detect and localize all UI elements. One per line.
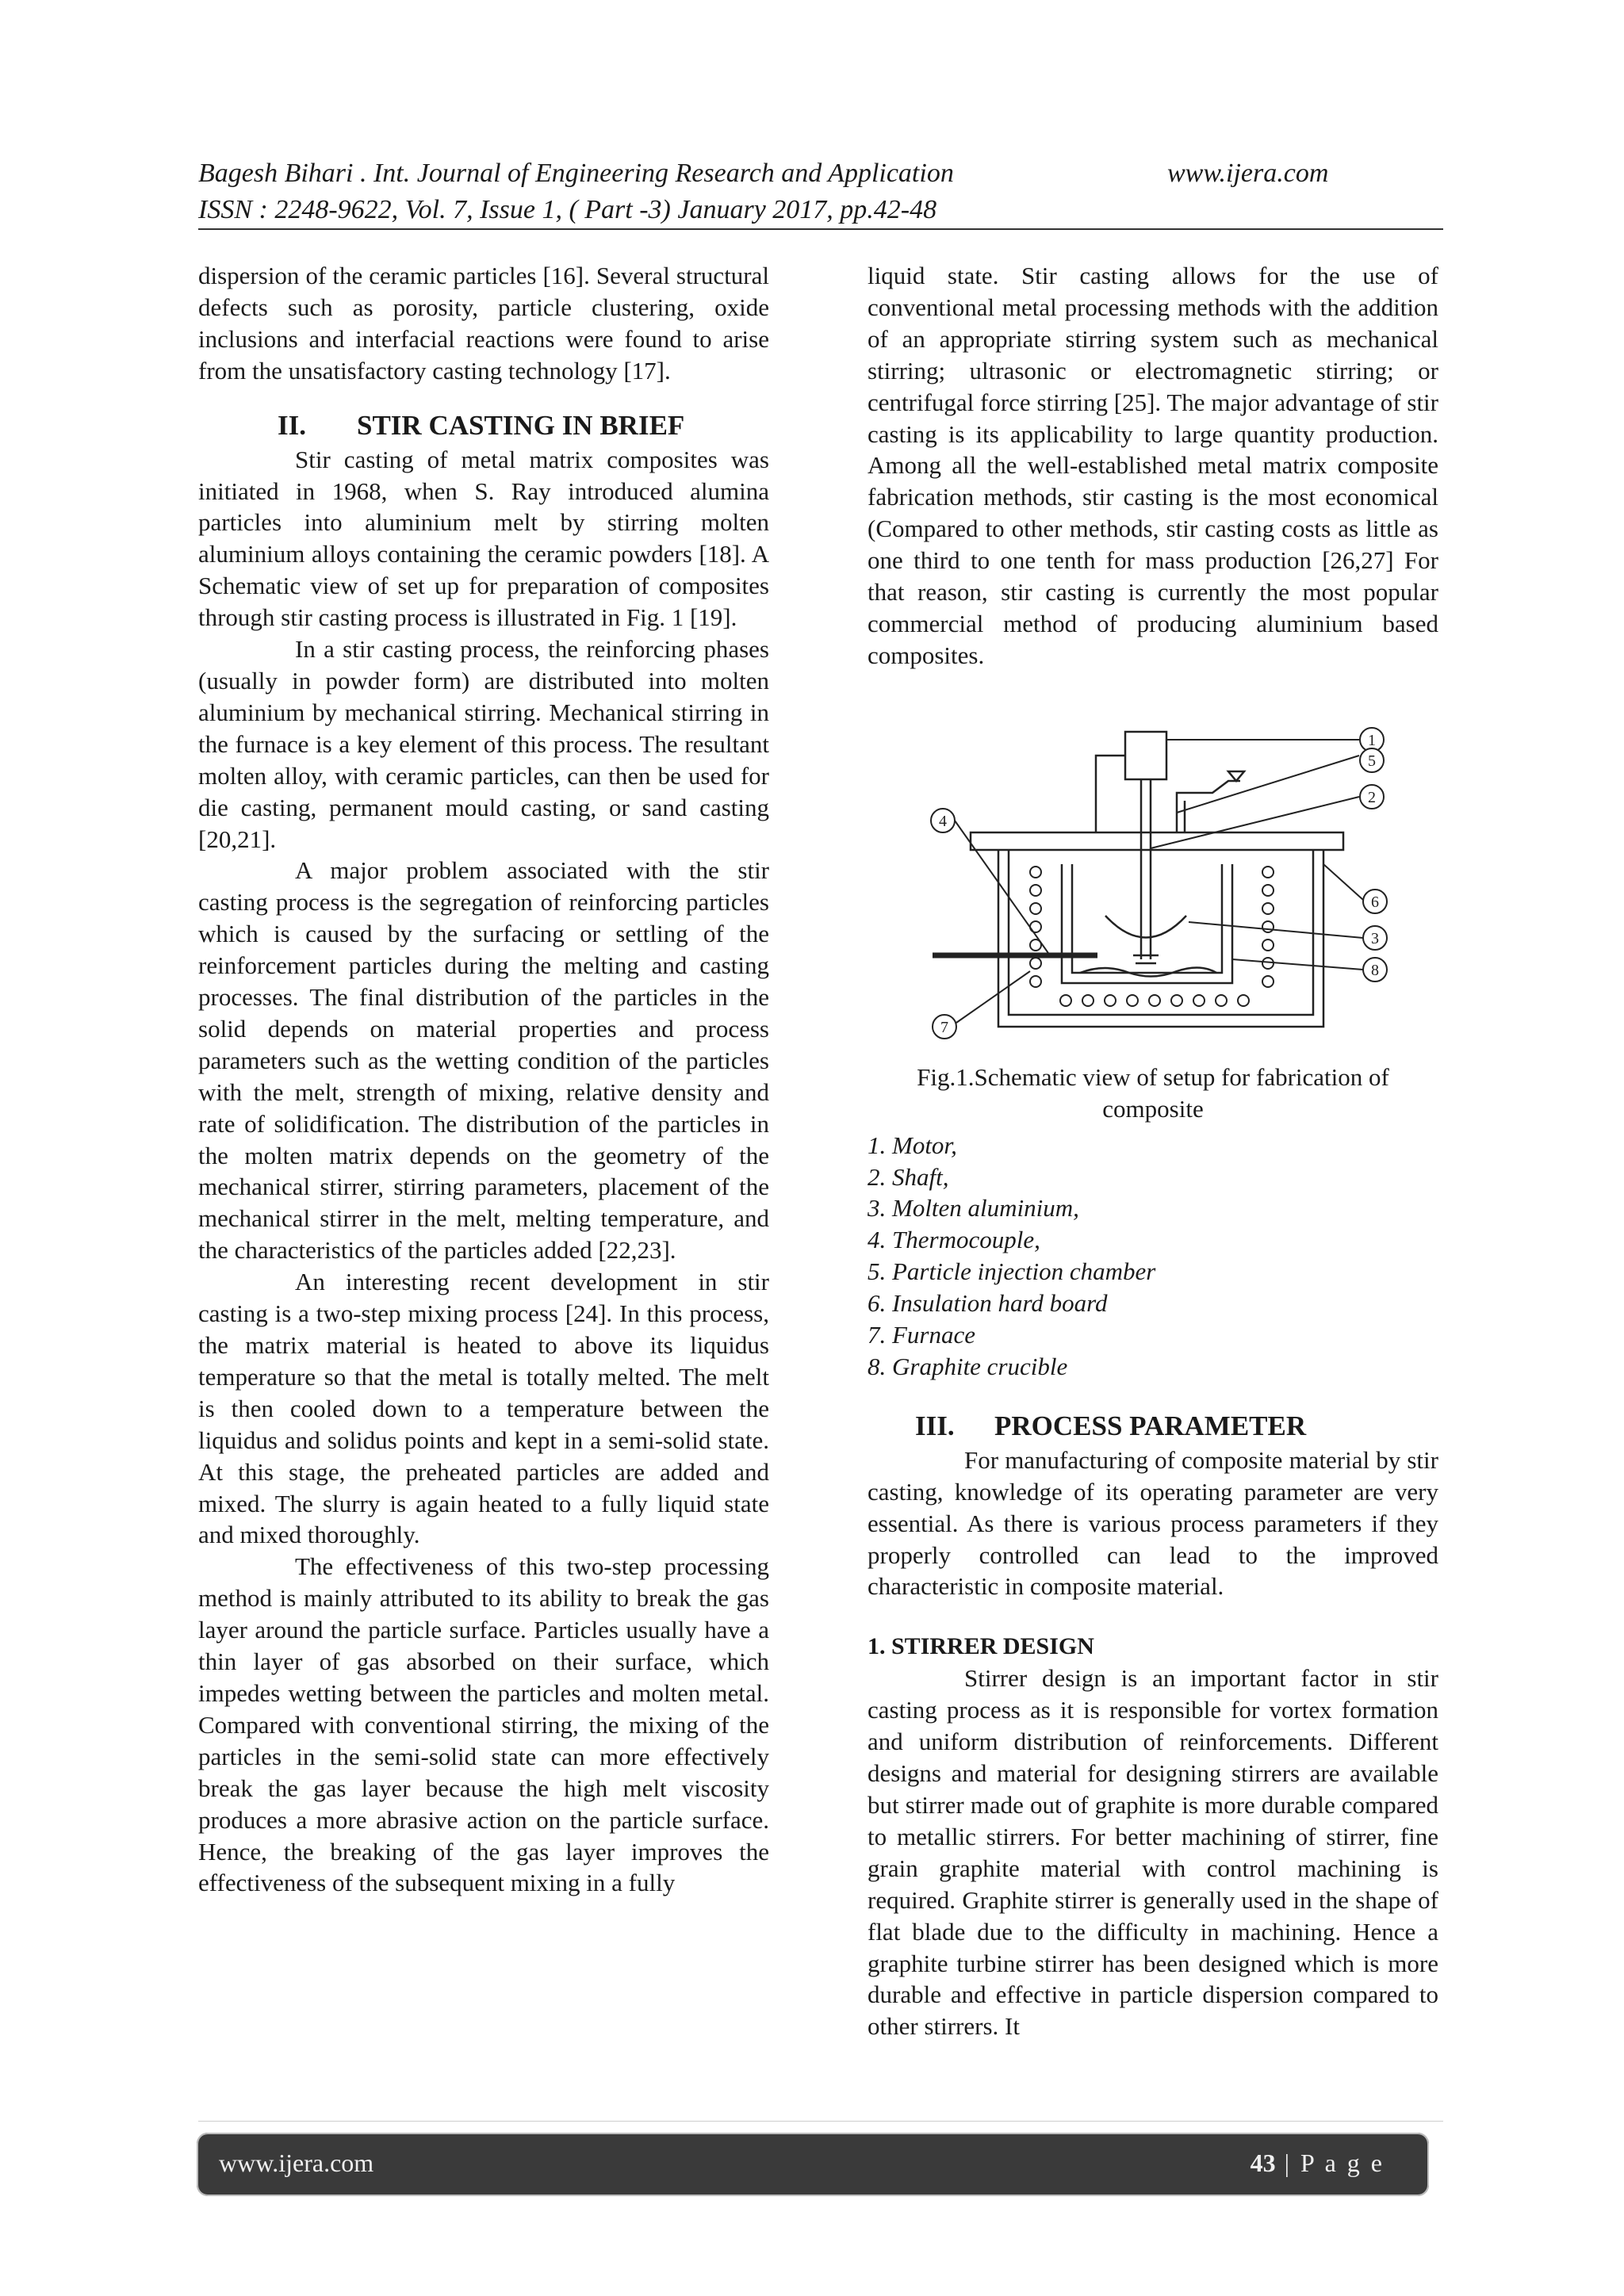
header-rule: [198, 228, 1443, 230]
figure-legend: [868, 1130, 1438, 1383]
left-column: [198, 260, 769, 1899]
journal-title: Bagesh Bihari . Int. Journal of Engineering Research and Application: [198, 159, 954, 188]
paragraph: For manufacturing of composite material by stir casting, knowledge of its operating parameter are very essential. As there is various process parameters if they properly controlled can lead to the improved characteristic in composite material.: [868, 1445, 1438, 1601]
callout-label: 5: [1368, 752, 1376, 770]
footer-website[interactable]: www.ijera.com: [219, 2149, 374, 2177]
leader-lines: [955, 740, 1363, 1023]
section-number: III.: [915, 1410, 955, 1441]
figure-1: [868, 718, 1438, 1058]
callout-label: 3: [1371, 929, 1379, 947]
paragraph: A major problem associated with the stir casting process is the segregation of reinforcing particles which is caused by the surfacing or settling of the reinforcement particles during the melting and casting processes. The final distribution of the particles in the solid depends on material properties and process parameters such as the wetting condition of the particles with the melt, strength of mixing, relative density and rate of solidification. The distribution of the particles in the molten matrix depends on the geometry of the mechanical stirrer, stirring parameters, placement of the mechanical stirrer in the melt, melting temperature, and the characteristics of the particles added [22,23].: [198, 856, 769, 1265]
paragraph: Stir casting of metal matrix composites was initiated in 1968, when S. Ray introduced alumina particles into aluminium melt by stirring molten aluminium alloys containing the ceramic powders [18]. A Schematic view of set up for preparation of composites through stir casting process is illustrated in Fig. 1 [19].: [198, 445, 769, 632]
page-suffix: | P a g e: [1275, 2149, 1385, 2177]
paragraph: dispersion of the ceramic particles [16]. Several structural defects such as porosity, particle clustering, oxide inclusions and interfacial reactions were found to arise from the unsatisfactory casting technology [17].: [198, 262, 769, 385]
subsection-heading: 1. STIRRER DESIGN: [868, 1633, 1094, 1660]
footer-rule: [198, 2121, 1443, 2122]
section-title: PROCESS PARAMETER: [994, 1410, 1307, 1441]
paragraph: liquid state. Stir casting allows for the use of conventional metal processing methods with the addition of an appropriate stirring system such as mechanical stirring; ultrasonic or electromagnetic stirring; or centrifugal force stirring [25]. The major advantage of stir casting is its applicability to large quantity production. Among all the well-established metal matrix composite fabrication methods, stir casting is the most economical (Compared to other methods, stir casting costs as little as one third to one tenth for mass production [26,27] For that reason, stir casting is currently the most popular commercial method of producing aluminium based composites.: [868, 262, 1438, 669]
callout-label: 4: [939, 812, 947, 830]
injection-chamber: [1177, 781, 1240, 832]
legend-item: 2. Shaft,: [868, 1162, 949, 1191]
issn-line: ISSN : 2248-9622, Vol. 7, Issue 1, ( Part -3) January 2017, pp.42-48: [198, 195, 937, 224]
journal-line: [198, 155, 1443, 192]
paragraph: The effectiveness of this two-step processing method is mainly attributed to its ability to break the gas layer around the particle surface. Particles usually have a thin layer of gas absorbed on their surface, which impedes wetting between the particles and molten metal. Compared with conventional stirring, the mixing of the particles in the semi-solid state can more effectively break the gas layer because the high melt viscosity produces a more abrasive action on the particle surface. Hence, the breaking of the gas layer improves the effectiveness of the subsequent mixing in a fully: [198, 1552, 769, 1897]
furnace-body: [998, 850, 1323, 1027]
page-footer: [197, 2133, 1429, 2196]
paragraph: An interesting recent development in stir casting is a two-step mixing process [24]. In this process, the matrix material is heated to above its liquidus temperature so that the metal is totally melted. The melt is then cooled down to a temperature between the liquidus and solidus points and kept in a semi-solid state. At this stage, the preheated particles are added and mixed. The slurry is again heated to a fully liquid state and mixed thoroughly.: [198, 1268, 769, 1549]
injection-hopper: [1228, 771, 1244, 781]
legend-item: 1. Motor,: [868, 1131, 957, 1159]
callout-label: 6: [1371, 893, 1379, 911]
page-indicator: [1251, 2149, 1385, 2178]
figure-caption: Fig.1.Schematic view of setup for fabrication of composite: [917, 1062, 1389, 1123]
legend-item: 3. Molten aluminium,: [868, 1194, 1079, 1223]
section-number: II.: [278, 409, 306, 441]
right-column: [868, 260, 1438, 2042]
callout-label: 7: [940, 1018, 948, 1036]
stirrer-blade: [1133, 955, 1159, 963]
section-heading: [868, 1410, 1438, 1443]
legend-item: 5. Particle injection chamber: [868, 1257, 1156, 1286]
legend-item: 4. Thermocouple,: [868, 1226, 1040, 1254]
legend-item: 8. Graphite crucible: [868, 1352, 1068, 1380]
callout-label: 2: [1368, 788, 1376, 806]
callout-label: 8: [1371, 961, 1379, 979]
motor-support: [1096, 756, 1125, 832]
molten-aluminium: [1105, 916, 1186, 938]
section-title: STIR CASTING IN BRIEF: [357, 409, 685, 441]
legend-item: 6. Insulation hard board: [868, 1289, 1108, 1318]
legend-item: 7. Furnace: [868, 1321, 976, 1349]
callout-label: 1: [1368, 731, 1376, 749]
paragraph: In a stir casting process, the reinforcing phases (usually in powder form) are distributed into molten aluminium by mechanical stirring. Mechanical stirring in the furnace is a key element of this process. The resultant molten alloy, with ceramic particles, can then be used for die casting, permanent mould casting, or sand casting [20,21].: [198, 635, 769, 853]
section-heading: [198, 409, 769, 442]
header-website[interactable]: www.ijera.com: [1167, 159, 1329, 188]
motor-shape: [1125, 732, 1166, 779]
running-header: [198, 155, 1443, 228]
stir-casting-schematic: [868, 718, 1438, 1058]
paragraph: Stirrer design is an important factor in stir casting process as it is responsible for vortex formation and uniform distribution of reinforcements. Different designs and material for designing stirrers are available but stirrer made out of graphite is more durable compared to metallic stirrers. For better machining of stirrer, fine grain graphite material with control machining is required. Graphite stirrer is generally used in the shape of flat blade due to the difficulty in machining. Hence a graphite turbine stirrer has been designed which is more durable and effective in particle dispersion compared to other stirrers. It: [868, 1664, 1438, 2041]
page-number: 43: [1250, 2149, 1276, 2177]
